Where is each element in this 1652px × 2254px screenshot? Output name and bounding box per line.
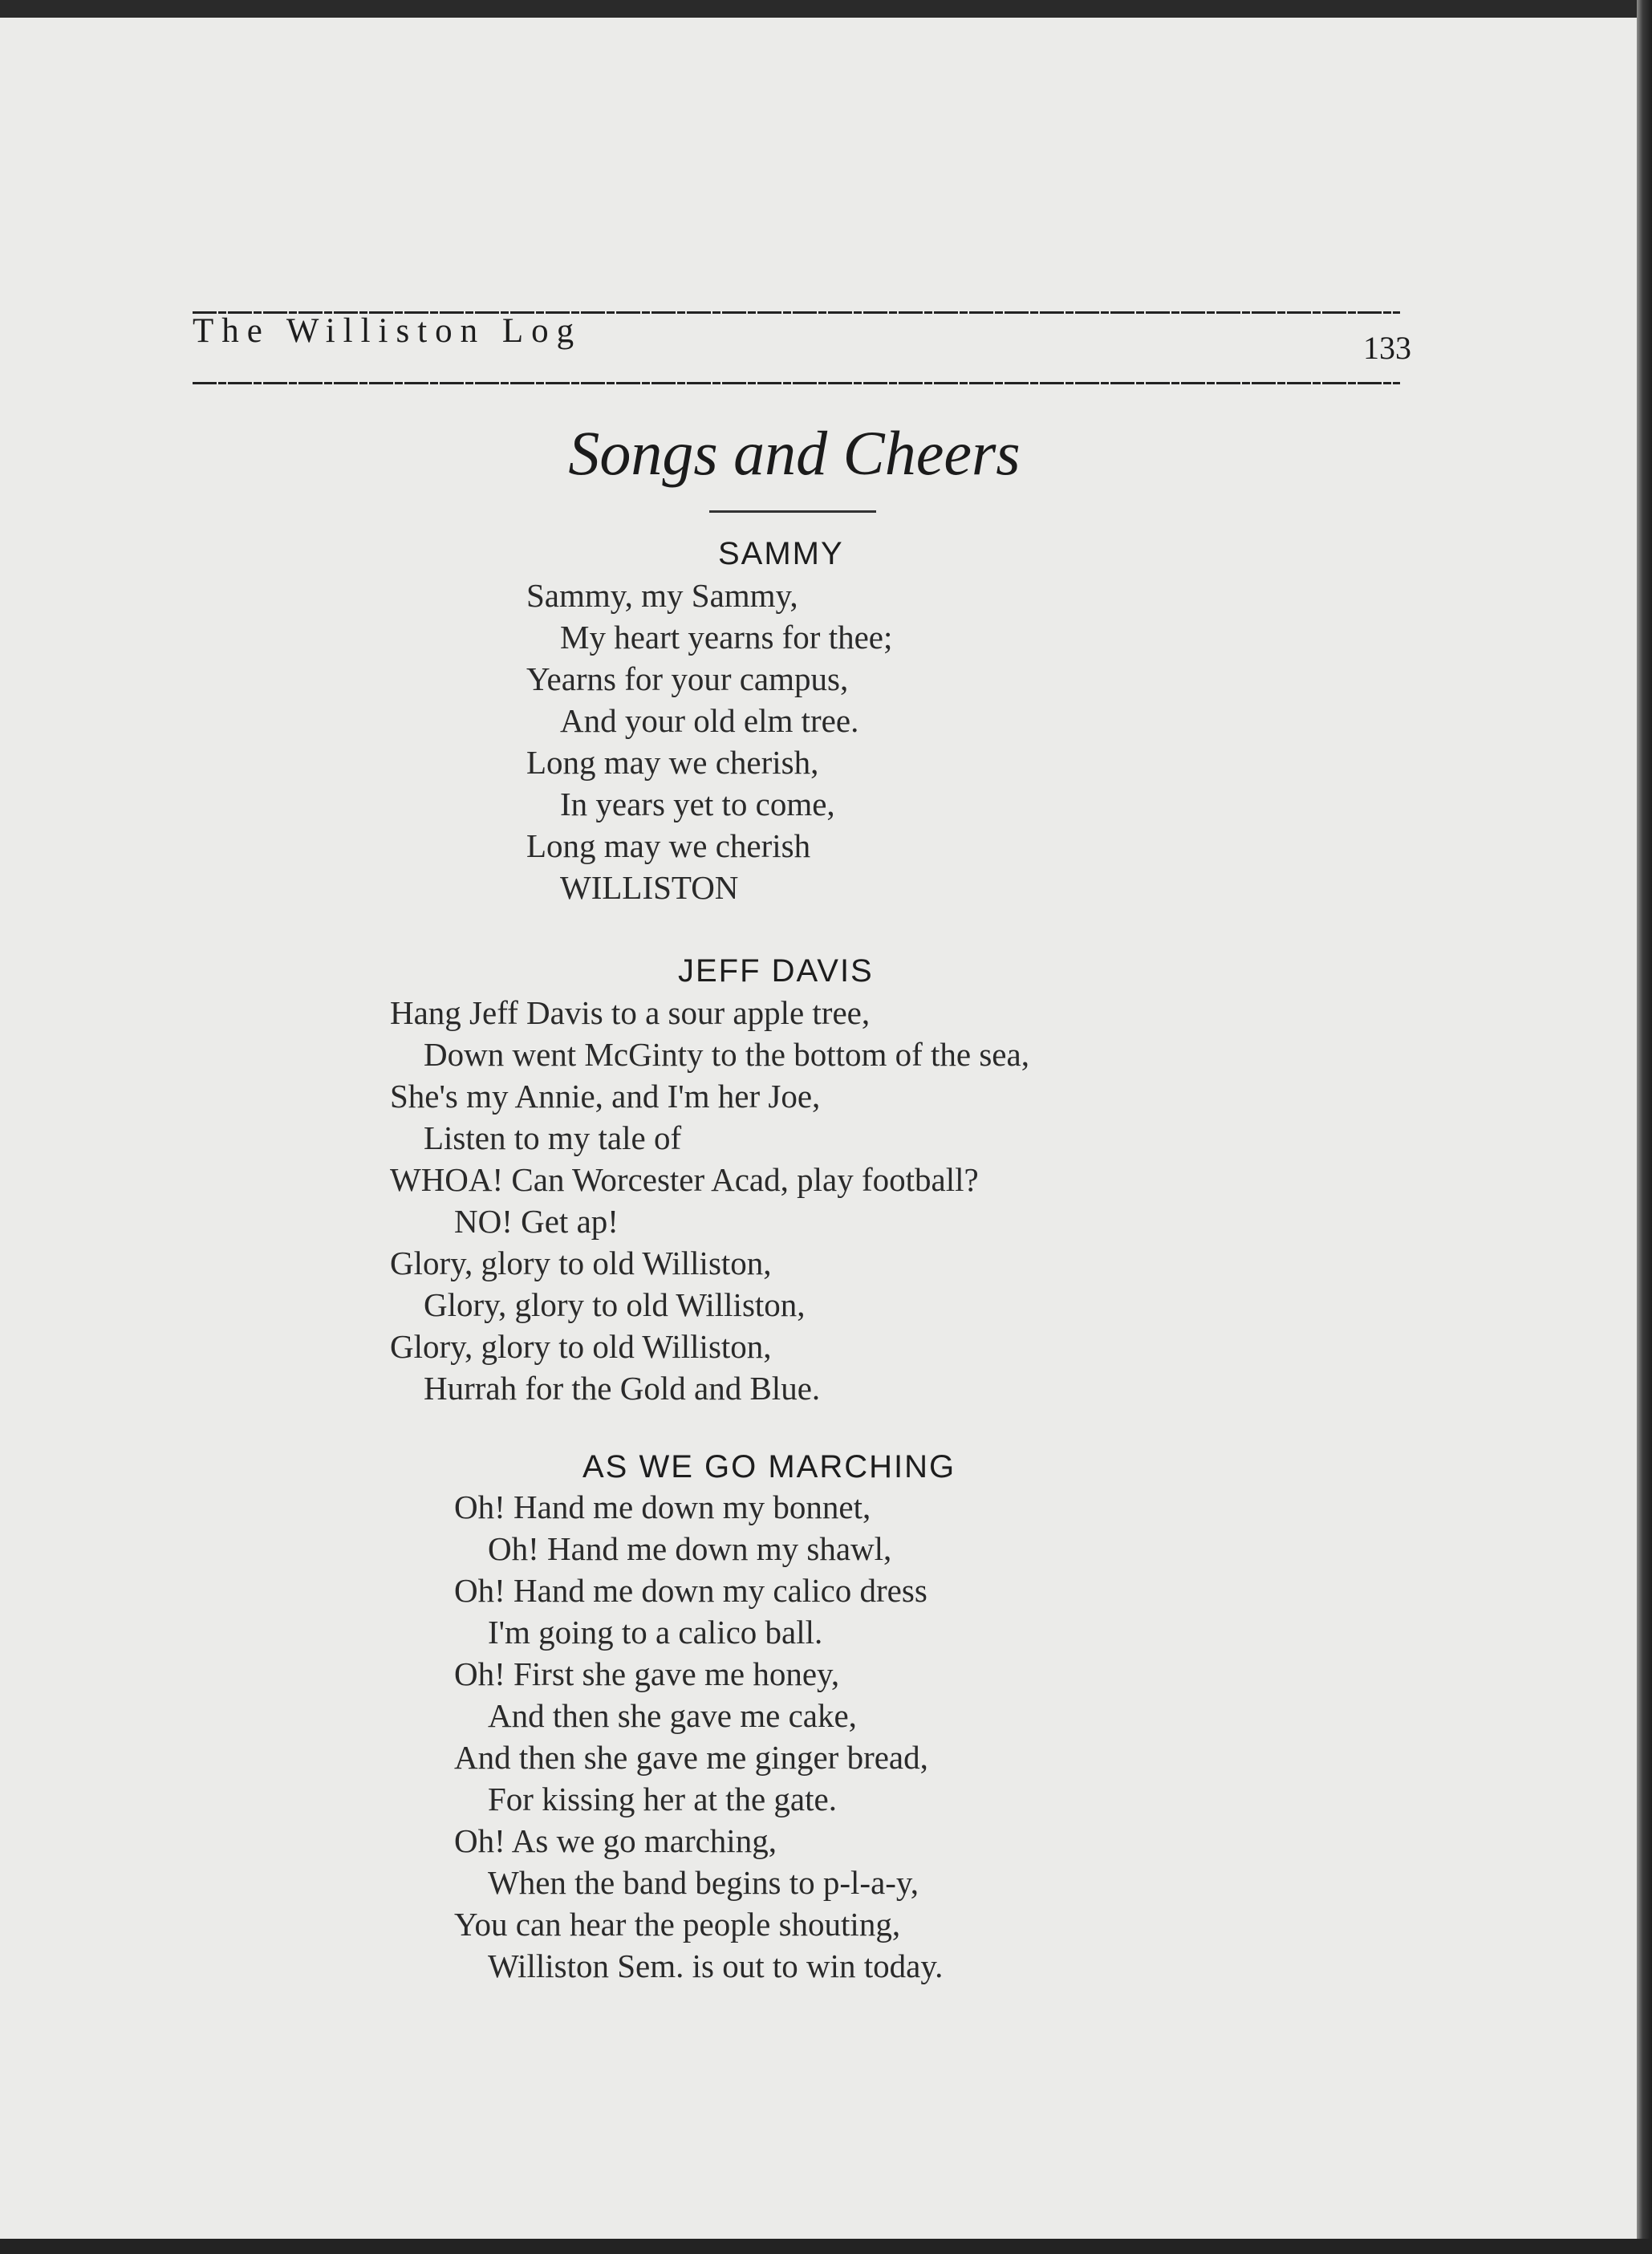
song-lyrics-sammy [526, 575, 892, 908]
lyric-line: I'm going to a calico ball. [488, 1614, 823, 1651]
lyric-line: Hang Jeff Davis to a sour apple tree, [390, 994, 871, 1031]
lyric-line: NO! Get ap! [454, 1203, 619, 1240]
lyric-line: Listen to my tale of [424, 1119, 682, 1156]
lyric-line: And then she gave me cake, [488, 1697, 857, 1734]
song-title-sammy: SAMMY [718, 536, 844, 571]
song-lyrics-as-we-go-marching [454, 1486, 943, 1987]
lyric-line: And your old elm tree. [560, 702, 859, 739]
title-underline [709, 510, 876, 513]
lyric-line: My heart yearns for thee; [560, 619, 893, 656]
lyric-line: And then she gave me ginger bread, [454, 1739, 928, 1776]
lyric-line: Glory, glory to old Williston, [424, 1286, 806, 1323]
page-edge-shadow [1637, 0, 1652, 2254]
lyric-line: When the band begins to p-l-a-y, [488, 1864, 919, 1901]
lyric-line: Hurrah for the Gold and Blue. [424, 1370, 821, 1407]
lyric-line: Oh! First she gave me honey, [454, 1655, 840, 1692]
song-lyrics-jeff-davis [390, 992, 1029, 1409]
song-title-jeff-davis: JEFF DAVIS [678, 953, 874, 989]
lyric-line: Oh! Hand me down my calico dress [454, 1572, 927, 1609]
song-title-as-we-go-marching: AS WE GO MARCHING [582, 1449, 956, 1484]
header-rule-bottom [193, 382, 1400, 384]
lyric-line: WHOA! Can Worcester Acad, play football? [390, 1161, 979, 1198]
lyric-line: Long may we cherish, [526, 744, 819, 781]
lyric-line: Oh! Hand me down my shawl, [488, 1530, 892, 1567]
lyric-line: Glory, glory to old Williston, [390, 1328, 772, 1365]
lyric-line: WILLISTON [560, 869, 739, 906]
lyric-line: Williston Sem. is out to win today. [488, 1947, 944, 1984]
lyric-line: She's my Annie, and I'm her Joe, [390, 1078, 821, 1115]
lyric-line: Down went McGinty to the bottom of the sea, [424, 1036, 1029, 1073]
running-header-title: The Williston Log [193, 312, 582, 350]
lyric-line: Yearns for your campus, [526, 660, 849, 697]
lyric-line: Long may we cherish [526, 827, 811, 864]
lyric-line: Oh! As we go marching, [454, 1822, 777, 1859]
lyric-line: You can hear the people shouting, [454, 1906, 901, 1943]
lyric-line: For kissing her at the gate. [488, 1781, 837, 1817]
lyric-line: In years yet to come, [560, 786, 835, 822]
page-number: 133 [1363, 330, 1411, 366]
lyric-line: Glory, glory to old Williston, [390, 1245, 772, 1281]
lyric-line: Sammy, my Sammy, [526, 577, 798, 614]
page-title: Songs and Cheers [568, 418, 1021, 488]
lyric-line: Oh! Hand me down my bonnet, [454, 1488, 871, 1525]
page-bottom-edge [0, 2239, 1652, 2254]
